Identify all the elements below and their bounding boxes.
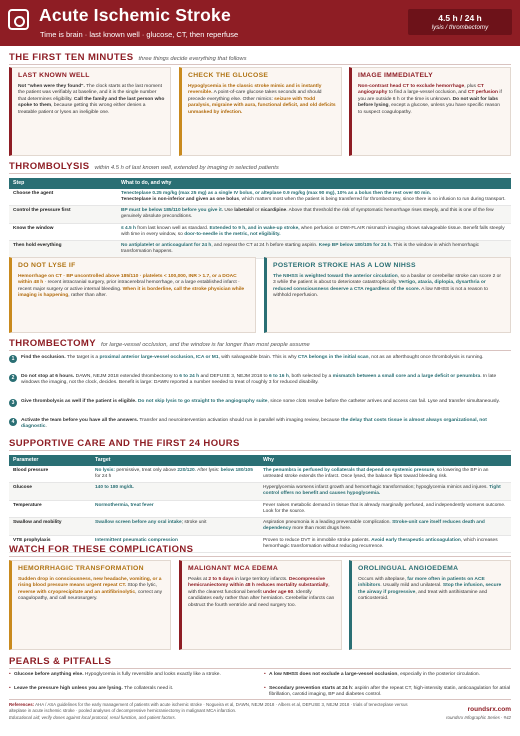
table-row xyxy=(9,483,511,500)
time-window-value: 4.5 h / 24 h xyxy=(438,13,482,23)
divider xyxy=(9,350,511,351)
pearl-item: • A low NIHSS does not exclude a large-vessel occlusion, especially in the posterior circulation. xyxy=(264,672,511,678)
section-first-ten-minutes xyxy=(9,52,246,64)
row-text: Tenecteplase 0.25 mg/kg (max 25 mg) as a single IV bolus, or alteplase 0.9 mg/kg (max 90 mg), 10% as a bolus then the rest over 60 min. Tenecteplase is non-inferior and given as one bolus, which matters most when the patient is being transferred for thrombectomy, since there is no infusion to run during transport. xyxy=(117,189,511,206)
section-title: THROMBECTOMY xyxy=(9,338,96,349)
card-do-not-lyse xyxy=(9,257,256,333)
table-row xyxy=(9,518,511,535)
table-row xyxy=(9,500,511,517)
column-header: What to do, and why xyxy=(117,178,511,189)
card-title: POSTERIOR STROKE HAS A LOW NIHSS xyxy=(273,262,416,269)
row-label: Know the window xyxy=(9,223,117,240)
section-supportive-care xyxy=(9,438,240,450)
divider xyxy=(9,173,511,174)
section-title: SUPPORTIVE CARE AND THE FIRST 24 HOURS xyxy=(9,438,240,449)
column-header: Parameter xyxy=(9,455,91,466)
row-label: Control the pressure first xyxy=(9,206,117,223)
card-title: CHECK THE GLUCOSE xyxy=(188,72,269,79)
thrombectomy-step: 4 Activate the team before you have all the answers. Transfer and neurointervention activation should run in parallel with imaging review, because the delay that costs tissue is almost always organizational, not diagnostic. xyxy=(9,418,511,431)
card-image-immediately xyxy=(349,67,511,156)
row-label: Then hold everything xyxy=(9,241,117,258)
card-body: Occurs with alteplase, far more often in patients on ACE inhibitors. Usually mild and unilateral. Stop the infusion, secure the airway if progressive, and treat with antihistamine and corticosteroid. xyxy=(358,576,502,602)
row-target: Normothermia, treat fever xyxy=(91,500,259,517)
page-title: Acute Ischemic Stroke xyxy=(39,5,231,25)
card-title: MALIGNANT MCA EDEMA xyxy=(188,565,279,572)
card-title: OROLINGUAL ANGIOEDEMA xyxy=(358,565,459,572)
row-text: BP must be below 185/110 before you give it. Use labetalol or nicardipine. Above that threshold the risk of symptomatic hemorrhage rises steeply, and this is one of the few genuinely absolute preconditions. xyxy=(117,206,511,223)
section-note: for large-vessel occlusion, and the window is far longer than most people assume xyxy=(100,342,310,348)
references: References: AHA / ASA guidelines for the early management of patients with acute ischemic stroke · Nogueira et al, DAWN, NEJM 2018 · Albers et al, DEFUSE 3, NEJM 2018 · trials of tenecteplase versus alteplase in acute ischemic stroke · pooled analyses of decompressive hemicraniectomy in malignant MCA infarction. Educational aid; verify doses against local protocol, renal function, and patient factors. xyxy=(9,702,408,720)
section-title: THE FIRST TEN MINUTES xyxy=(9,52,134,63)
time-window-label: lysis / thrombectomy xyxy=(431,24,489,32)
section-title: THROMBOLYSIS xyxy=(9,161,90,172)
card-body: The NIHSS is weighted toward the anterior circulation, so a basilar or cerebellar stroke can score 2 or 3 while the patient is about to deteriorate catastrophically. Vertigo, ataxia, diplopia, dysarthria or reduced consciousness deserve a CTA regardless of the score. A low NIHSS is not a reason to withhold reperfusion. xyxy=(273,273,502,299)
divider xyxy=(9,668,511,669)
brain-logo-icon xyxy=(8,9,29,30)
card-title: HEMORRHAGIC TRANSFORMATION xyxy=(18,565,144,572)
column-header: Why xyxy=(259,455,511,466)
card-body: Not "when were they found". The clock starts at the last moment the patient was verifiably at baseline, and it is the single number that determines eligibility. Call the family and the last person who spoke to them, because getting this wrong either denies a treatable patient or lyses an ineligible one. xyxy=(18,83,165,115)
card-posterior-stroke xyxy=(264,257,511,333)
card-hemorrhagic-transformation xyxy=(9,560,171,650)
row-text: ≤ 4.5 h from last known well as standard. Extended to 9 h, and in wake-up stroke, when perfusion or DWI-FLAIR mismatch imaging shows salvageable tissue. Benefit falls steeply with time in every window, so door-to-needle is the metric, not eligibility. xyxy=(117,223,511,240)
step-number: 1 xyxy=(9,355,17,363)
divider xyxy=(9,450,511,451)
table-row xyxy=(9,206,511,223)
step-number: 4 xyxy=(9,418,17,426)
pearl-item: • Secondary prevention starts at 24 h: aspirin after the repeat CT, high-intensity statin, anticoagulation for atrial fibrillation, carotid imaging, BP and diabetes control. xyxy=(264,686,511,699)
card-title: DO NOT LYSE IF xyxy=(18,262,76,269)
section-pearls xyxy=(9,656,111,668)
table-row xyxy=(9,189,511,206)
card-title: IMAGE IMMEDIATELY xyxy=(358,72,433,79)
row-target: No lysis: permissive, treat only above 220/120. After lysis: below 180/105 for 24 h xyxy=(91,466,259,483)
card-body: Peaks at 2 to 5 days in large territory infarcts. Decompressive hemicraniectomy within 48 h reduces mortality substantially, with the clearest functional benefit under age 60. Identify candidates early rather than after herniation. Cerebellar infarcts can obstruct the fourth ventricle and need surgery too. xyxy=(188,576,335,608)
card-last-known-well xyxy=(9,67,171,156)
row-label: VTE prophylaxis xyxy=(9,535,91,552)
row-label: Choose the agent xyxy=(9,189,117,206)
table-row xyxy=(9,466,511,483)
row-target: Swallow screen before any oral intake; stroke unit xyxy=(91,518,259,535)
section-complications xyxy=(9,544,193,556)
row-target: 140 to 180 mg/dL xyxy=(91,483,259,500)
row-target: Intermittent pneumatic compression xyxy=(91,535,259,552)
column-header: Step xyxy=(9,178,117,189)
step-number: 3 xyxy=(9,399,17,407)
card-body: Hypoglycemia is the classic stroke mimic and is instantly reversible. A point-of-care glucose takes seconds and should precede everything else. Other mimics: seizure with Todd paralysis, migraine with aura, functional deficit, and old deficits unmasked by infection. xyxy=(188,83,336,115)
card-body: Hemorrhage on CT · BP uncontrolled above 185/110 · platelets < 100,000, INR > 1.7, or a DOAC within 48 h · recent intracranial surgery, prior intracerebral hemorrhage, or a large established infarct · recent major surgery or active internal bleeding. When it is borderline, call the stroke physician while imaging is happening, rather than after. xyxy=(18,273,245,299)
column-header: Target xyxy=(91,455,259,466)
thrombectomy-step: 1 Find the occlusion. The target is a proximal anterior large-vessel occlusion, ICA or M1, with salvageable brain. This is why CTA belongs in the initial scan, not as an afterthought once thrombolysis is running. xyxy=(9,355,511,361)
row-label: Blood pressure xyxy=(9,466,91,483)
disclaimer: Educational aid; verify doses against local protocol, renal function, and patient factors. xyxy=(9,714,176,720)
section-thrombectomy xyxy=(9,338,310,350)
divider xyxy=(9,699,511,700)
card-body: Sudden drop in consciousness, new headache, vomiting, or a rising blood pressure means urgent repeat CT. Stop the lytic, reverse with cryoprecipitate and an antifibrinolytic, correct any coagulopathy, and call neurosurgery. xyxy=(18,576,163,602)
row-label: Glucose xyxy=(9,483,91,500)
thrombectomy-step: 2 Do not stop at 6 hours. DAWN, NEJM 2018 extended thrombectomy to 6 to 24 h and DEFUSE 3, NEJM 2018 to 6 to 16 h, both selected by a mismatch between a small core and a large deficit or penumbra. In late windows the imaging, not the clock, decides. Benefit is large: DAWN reported a number needed to treat of roughly 3 for reduced disability. xyxy=(9,374,511,387)
row-why: Hyperglycemia worsens infarct growth and hemorrhagic transformation; hypoglycemia mimics and injures. Tight control offers no benefit and causes hypoglycemia. xyxy=(259,483,511,500)
step-number: 2 xyxy=(9,374,17,382)
header-banner xyxy=(0,0,520,46)
pearl-item: • Leave the pressure high unless you are lysing. The collaterals need it. xyxy=(9,686,254,692)
series-label: roundsrx Infographic Series · #42 xyxy=(446,715,511,721)
table-row xyxy=(9,223,511,240)
row-label: Swallow and mobility xyxy=(9,518,91,535)
section-thrombolysis xyxy=(9,161,279,173)
row-why: Fever raises metabolic demand in tissue that is already marginally perfused, and independently worsens outcome. Look for the source. xyxy=(259,500,511,517)
divider xyxy=(9,64,511,65)
row-why: The penumbra is perfused by collaterals that depend on systemic pressure, so lowering the BP in an untreated stroke extends the infarct. Once lysed, the balance flips toward bleeding risk. xyxy=(259,466,511,483)
row-label: Temperature xyxy=(9,500,91,517)
card-orolingual-angioedema xyxy=(349,560,511,650)
section-title: PEARLS & PITFALLS xyxy=(9,656,112,667)
row-text: No antiplatelet or anticoagulant for 24 h, and repeat the CT at 24 h before starting aspirin. Keep BP below 180/105 for 24 h. This is the window in which hemorrhagic transformation happens. xyxy=(117,241,511,258)
divider xyxy=(9,556,511,557)
time-window-badge xyxy=(408,9,512,35)
table-header-row xyxy=(9,455,511,466)
card-title: LAST KNOWN WELL xyxy=(18,72,90,79)
pearl-item: • Glucose before anything else. Hypoglycemia is fully reversible and looks exactly like a stroke. xyxy=(9,672,254,678)
thrombectomy-step: 3 Give thrombolysis as well if the patient is eligible. Do not skip lysis to go straight to the angiography suite, since some clots resolve before the catheter arrives and access can fail. Lyse and transfer simultaneously. xyxy=(9,399,511,405)
row-why: Aspiration pneumonia is a leading preventable complication. Stroke-unit care itself reduces death and dependency more than most drugs here. xyxy=(259,518,511,535)
section-note: three things decide everything that follows xyxy=(138,56,247,62)
page-subtitle: Time is brain · last known well · glucose, CT, then reperfuse xyxy=(40,30,239,39)
row-why: Proven to reduce DVT in immobile stroke patients. Avoid early therapeutic anticoagulation, which increases hemorrhagic transformation without reducing recurrence. xyxy=(259,535,511,552)
table-header-row xyxy=(9,178,511,189)
thrombolysis-table xyxy=(9,178,511,259)
table-row xyxy=(9,241,511,258)
brand-block xyxy=(446,706,511,721)
section-title: WATCH FOR THESE COMPLICATIONS xyxy=(9,544,194,555)
card-malignant-mca-edema xyxy=(179,560,342,650)
supportive-care-table xyxy=(9,455,511,553)
card-check-glucose xyxy=(179,67,342,156)
card-body: Non-contrast head CT to exclude hemorrhage, plus CT angiography to find a large-vessel occlusion, and CT perfusion if you are outside 6 h or the time is unknown. Do not wait for labs before lysing, except a glucose, unless you have specific reason to suspect coagulopathy. xyxy=(358,83,502,115)
section-note: within 4.5 h of last known well, extended by imaging in selected patients xyxy=(94,165,279,171)
brand-link[interactable]: roundsrx.com xyxy=(467,706,511,713)
